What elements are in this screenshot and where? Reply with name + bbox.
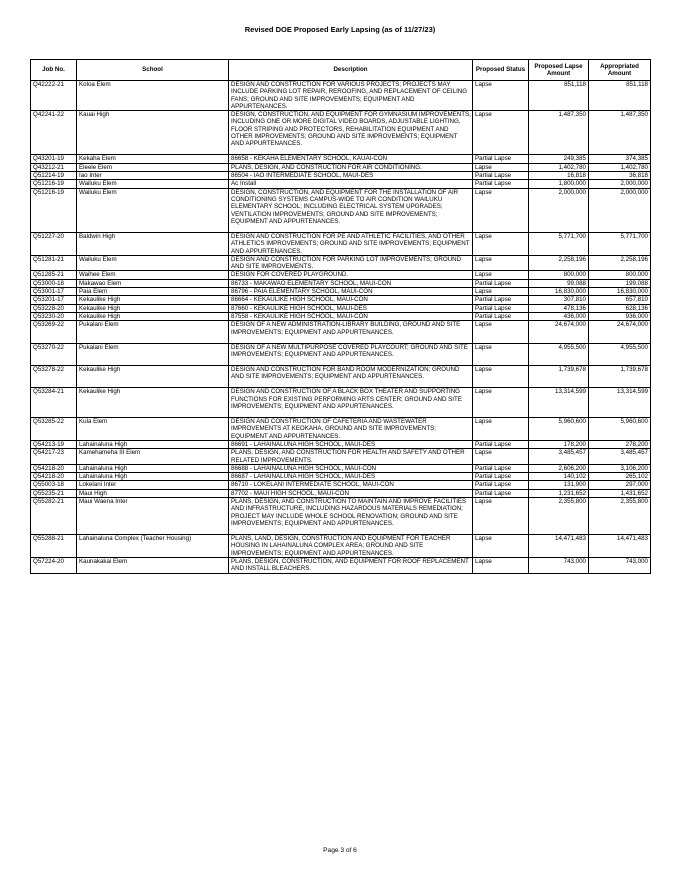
table-row [31, 304, 651, 312]
school-cell: Kaunakakai Elem [77, 557, 229, 573]
status-cell: Lapse [473, 366, 529, 388]
description-cell: 86688 - LAHAINALUNA HIGH SCHOOL, MAUI-CON [229, 464, 473, 472]
status-cell: Lapse [473, 232, 529, 255]
table-row [31, 255, 651, 271]
appropriated-amount-cell: 199,088 [589, 279, 651, 287]
status-cell: Partial Lapse [473, 489, 529, 497]
appropriated-amount-cell: 3,106,200 [589, 464, 651, 472]
table-row [31, 418, 651, 441]
appropriated-amount-cell: 851,118 [589, 81, 651, 111]
job-no-cell: Q51281-21 [31, 255, 77, 271]
school-cell: Waihee Elem [77, 271, 229, 279]
appropriated-amount-cell: 1,431,652 [589, 489, 651, 497]
lapse-amount-cell: 5,771,700 [529, 232, 589, 255]
school-cell: Lahainaluna High [77, 464, 229, 472]
table-row [31, 321, 651, 343]
description-cell: DESIGN OF A NEW ADMINISTRATION-LIBRARY BUILDING, GROUND AND SITE IMPROVEMENTS; EQUIPMENT AND APPURTENANCES. [229, 321, 473, 343]
status-cell: Lapse [473, 535, 529, 558]
lapse-amount-cell: 851,118 [529, 81, 589, 111]
table-row [31, 489, 651, 497]
appropriated-amount-cell: 278,200 [589, 440, 651, 448]
school-cell: Maui High [77, 489, 229, 497]
school-cell: Kauai High [77, 111, 229, 155]
appropriated-amount-cell: 743,000 [589, 557, 651, 573]
status-cell: Lapse [473, 388, 529, 418]
table-row [31, 464, 651, 472]
lapse-amount-cell: 3,485,457 [529, 449, 589, 465]
table-row [31, 81, 651, 111]
status-cell: Lapse [473, 343, 529, 365]
col-header-description: Description [229, 60, 473, 81]
status-cell: Partial Lapse [473, 481, 529, 489]
lapse-amount-cell: 13,314,599 [529, 388, 589, 418]
description-cell: 86796 - PAIA ELEMENTARY SCHOOL, MAUI-CON [229, 288, 473, 296]
lapse-amount-cell: 140,102 [529, 473, 589, 481]
school-cell: Baldwin High [77, 232, 229, 255]
description-cell: DESIGN AND CONSTRUCTION FOR PARKING LOT IMPROVEMENTS; GROUND AND SITE IMPROVEMENTS. [229, 255, 473, 271]
school-cell: Kekaulike High [77, 366, 229, 388]
job-no-cell: Q53285-22 [31, 418, 77, 441]
lapse-amount-cell: 5,960,600 [529, 418, 589, 441]
lapse-amount-cell: 2,000,000 [529, 188, 589, 232]
lapse-amount-cell: 1,402,780 [529, 163, 589, 171]
job-no-cell: Q54218-20 [31, 464, 77, 472]
appropriated-amount-cell: 936,000 [589, 312, 651, 320]
appropriated-amount-cell: 1,402,780 [589, 163, 651, 171]
job-no-cell: Q57224-20 [31, 557, 77, 573]
description-cell: PLANS, DESIGN, AND CONSTRUCTION TO MAINTAIN AND IMPROVE FACILITIES AND INFRASTRUCTURE, INCLUDING HAZARDOUS MATERIALS REMEDIATION; PROJECT MAY INCLUDE WHOLE SCHOOL RENOVATION; GROUND AND SITE IMPROVEMENTS; EQUIPMENT AND APPURTENANCES. [229, 498, 473, 535]
description-cell: DESIGN AND CONSTRUCTION FOR BAND ROOM MODERNIZATION; GROUND AND SITE IMPROVEMENTS; EQUIPMENT AND APPURTENANCES. [229, 366, 473, 388]
table-row [31, 440, 651, 448]
status-cell: Lapse [473, 271, 529, 279]
appropriated-amount-cell: 13,314,599 [589, 388, 651, 418]
description-cell: DESIGN FOR COVERED PLAYGROUND. [229, 271, 473, 279]
status-cell: Lapse [473, 288, 529, 296]
lapse-amount-cell: 2,606,200 [529, 464, 589, 472]
col-header-job-no: Job No. [31, 60, 77, 81]
appropriated-amount-cell: 5,960,600 [589, 418, 651, 441]
table-row [31, 279, 651, 287]
description-cell: DESIGN, CONSTRUCTION, AND EQUIPMENT FOR GYMNASIUM IMPROVEMENTS, INCLUDING ONE OR MORE DIGITAL VIDEO BOARDS, ADJUSTABLE LIGHTING, FLOOR STRIPING AND PROTECTORS, REHABILITATION EQUIPMENT AND OTHER IMPROVEMENTS; GROUND AND SITE IMPROVEMENTS; EQUIPMENT AND APPURTENANCES. [229, 111, 473, 155]
school-cell: Wailuku Elem [77, 180, 229, 188]
lapse-amount-cell: 99,088 [529, 279, 589, 287]
description-cell: 86504 - IAO INTERMEDIATE SCHOOL, MAUI-DES [229, 172, 473, 180]
table-row [31, 366, 651, 388]
school-cell: Lahainaluna Complex (Teacher Housing) [77, 535, 229, 558]
appropriated-amount-cell: 4,955,500 [589, 343, 651, 365]
school-cell: Eleele Elem [77, 163, 229, 171]
job-no-cell: Q54217-23 [31, 449, 77, 465]
table-row [31, 188, 651, 232]
description-cell: 86733 - MAKAWAO ELEMENTARY SCHOOL, MAUI-CON [229, 279, 473, 287]
lapsing-table [30, 59, 651, 574]
lapse-amount-cell: 131,900 [529, 481, 589, 489]
lapse-amount-cell: 1,800,000 [529, 180, 589, 188]
description-cell: 87660 - KEKAULIKE HIGH SCHOOL, MAUI-DES [229, 304, 473, 312]
job-no-cell: Q53001-17 [31, 288, 77, 296]
description-cell: 86658 - KEKAHA ELEMENTARY SCHOOL, KAUAI-CON [229, 155, 473, 163]
school-cell: Wailuku Elem [77, 188, 229, 232]
description-cell: 86687 - LAHAINALUNA HIGH SCHOOL, MAUI-DES [229, 473, 473, 481]
status-cell: Lapse [473, 321, 529, 343]
description-cell: PLANS, DESIGN, AND CONSTRUCTION FOR AIR CONDITIONING. [229, 163, 473, 171]
table-row [31, 111, 651, 155]
lapse-amount-cell: 16,818 [529, 172, 589, 180]
lapse-amount-cell: 478,136 [529, 304, 589, 312]
job-no-cell: Q55235-21 [31, 489, 77, 497]
job-no-cell: Q53278-22 [31, 366, 77, 388]
table-row [31, 180, 651, 188]
job-no-cell: Q53270-22 [31, 343, 77, 365]
appropriated-amount-cell: 265,102 [589, 473, 651, 481]
job-no-cell: Q43201-19 [31, 155, 77, 163]
appropriated-amount-cell: 3,485,457 [589, 449, 651, 465]
status-cell: Lapse [473, 163, 529, 171]
status-cell: Partial Lapse [473, 304, 529, 312]
status-cell: Lapse [473, 498, 529, 535]
job-no-cell: Q53228-20 [31, 304, 77, 312]
job-no-cell: Q55003-18 [31, 481, 77, 489]
table-header [31, 60, 651, 81]
school-cell: Kekaulike High [77, 304, 229, 312]
job-no-cell: Q42241-22 [31, 111, 77, 155]
appropriated-amount-cell: 374,385 [589, 155, 651, 163]
description-cell: PLANS, LAND, DESIGN, CONSTRUCTION AND EQUIPMENT FOR TEACHER HOUSING IN LAHAINALUNA COMPLEX AREA; GROUND AND SITE IMPROVEMENTS; EQUIPMENT AND APPURTENANCES. [229, 535, 473, 558]
description-cell: DESIGN AND CONSTRUCTION FOR VARIOUS PROJECTS; PROJECTS MAY INCLUDE PARKING LOT REPAIR, REROOFING, AND REPLACEMENT OF CEILING FANS; GROUND AND SITE IMPROVEMENTS; EQUIPMENT AND APPURTENANCES. [229, 81, 473, 111]
school-cell: Wailuku Elem [77, 255, 229, 271]
table-row [31, 473, 651, 481]
table-row [31, 481, 651, 489]
job-no-cell: Q51227-20 [31, 232, 77, 255]
table-row [31, 557, 651, 573]
job-no-cell: Q53000-18 [31, 279, 77, 287]
status-cell: Partial Lapse [473, 155, 529, 163]
status-cell: Partial Lapse [473, 473, 529, 481]
appropriated-amount-cell: 297,000 [589, 481, 651, 489]
job-no-cell: Q55282-21 [31, 498, 77, 535]
lapse-amount-cell: 2,258,196 [529, 255, 589, 271]
table-row [31, 271, 651, 279]
status-cell: Lapse [473, 81, 529, 111]
job-no-cell: Q51216-19 [31, 180, 77, 188]
col-header-appropriated-amount: Appropriated Amount [589, 60, 651, 81]
school-cell: Kekaulike High [77, 296, 229, 304]
lapse-amount-cell: 1,739,678 [529, 366, 589, 388]
status-cell: Lapse [473, 255, 529, 271]
job-no-cell: Q42222-21 [31, 81, 77, 111]
appropriated-amount-cell: 2,000,000 [589, 188, 651, 232]
status-cell: Lapse [473, 111, 529, 155]
appropriated-amount-cell: 2,000,000 [589, 180, 651, 188]
job-no-cell: Q53269-22 [31, 321, 77, 343]
lapse-amount-cell: 436,000 [529, 312, 589, 320]
description-cell: 86691 - LAHAINALUNA HIGH SCHOOL, MAUI-DES [229, 440, 473, 448]
lapse-amount-cell: 16,830,000 [529, 288, 589, 296]
description-cell: Ac Install [229, 180, 473, 188]
status-cell: Lapse [473, 418, 529, 441]
job-no-cell: Q53230-20 [31, 312, 77, 320]
table-row [31, 388, 651, 418]
description-cell: 87558 - KEKAULIKE HIGH SCHOOL, MAUI-CON [229, 312, 473, 320]
school-cell: Kula Elem [77, 418, 229, 441]
lapse-amount-cell: 4,955,500 [529, 343, 589, 365]
school-cell: Pukalani Elem [77, 321, 229, 343]
description-cell: 86664 - KEKAULIKE HIGH SCHOOL, MAUI-CON [229, 296, 473, 304]
appropriated-amount-cell: 800,000 [589, 271, 651, 279]
appropriated-amount-cell: 14,471,483 [589, 535, 651, 558]
table-row [31, 343, 651, 365]
job-no-cell: Q54213-19 [31, 440, 77, 448]
appropriated-amount-cell: 2,258,196 [589, 255, 651, 271]
description-cell: DESIGN, CONSTRUCTION, AND EQUIPMENT FOR THE INSTALLATION OF AIR CONDITIONING SYSTEMS CAMPUS-WIDE TO AIR CONDITION WAILUKU ELEMENTARY SCHOOL; INCLUDING ELECTRICAL SYSTEM UPGRADES; VENTILATION IMPROVEMENTS; GROUND AND SITE IMPROVEMENTS; EQUIPMENT AND APPURTENANCES. [229, 188, 473, 232]
col-header-school: School [77, 60, 229, 81]
description-cell: 87702 - MAUI HIGH SCHOOL, MAUI-CON [229, 489, 473, 497]
appropriated-amount-cell: 1,487,350 [589, 111, 651, 155]
status-cell: Partial Lapse [473, 296, 529, 304]
appropriated-amount-cell: 2,355,800 [589, 498, 651, 535]
table-row [31, 288, 651, 296]
description-cell: DESIGN AND CONSTRUCTION FOR PE AND ATHLETIC FACILITIES, AND OTHER ATHLETICS IMPROVEMENTS; GROUND AND SITE IMPROVEMENTS; EQUIPMENT AND APPURTENANCES. [229, 232, 473, 255]
appropriated-amount-cell: 36,818 [589, 172, 651, 180]
table-row [31, 498, 651, 535]
lapse-amount-cell: 249,385 [529, 155, 589, 163]
description-cell: PLANS, DESIGN, AND CONSTRUCTION FOR HEALTH AND SAFETY AND OTHER RELATED IMPROVEMENTS. [229, 449, 473, 465]
school-cell: Maui Waena Inter [77, 498, 229, 535]
appropriated-amount-cell: 628,136 [589, 304, 651, 312]
status-cell: Lapse [473, 557, 529, 573]
school-cell: Kekaha Elem [77, 155, 229, 163]
table-row [31, 535, 651, 558]
lapse-amount-cell: 307,810 [529, 296, 589, 304]
table-row [31, 163, 651, 171]
school-cell: Lokelani Inter [77, 481, 229, 489]
status-cell: Lapse [473, 449, 529, 465]
lapse-amount-cell: 24,674,000 [529, 321, 589, 343]
description-cell: DESIGN AND CONSTRUCTION OF CAFETERIA AND WASTEWATER IMPROVEMENTS AT KEOKAHA, GROUND AND SITE IMPROVEMENTS; EQUIPMENT AND APPURTENANCES. [229, 418, 473, 441]
school-cell: Kekaulike High [77, 388, 229, 418]
table-row [31, 232, 651, 255]
lapse-amount-cell: 2,355,800 [529, 498, 589, 535]
appropriated-amount-cell: 1,739,678 [589, 366, 651, 388]
status-cell: Partial Lapse [473, 464, 529, 472]
description-cell: 86710 - LOKELANI INTERMEDIATE SCHOOL, MAUI-CON [229, 481, 473, 489]
description-cell: PLANS, DESIGN, CONSTRUCTION, AND EQUIPMENT FOR ROOF REPLACEMENT AND INSTALL BLEACHERS. [229, 557, 473, 573]
status-cell: Partial Lapse [473, 279, 529, 287]
job-no-cell: Q55288-21 [31, 535, 77, 558]
col-header-proposed-lapse-amount: Proposed Lapse Amount [529, 60, 589, 81]
status-cell: Partial Lapse [473, 312, 529, 320]
description-cell: DESIGN AND CONSTRUCTION OF A BLACK BOX THEATER AND SUPPORTING FUNCTIONS FOR EXISTING PERFORMING ARTS CENTER; GROUND AND SITE IMPROVEMENTS; EQUIPMENT AND APPURTENANCES. [229, 388, 473, 418]
job-no-cell: Q53284-21 [31, 388, 77, 418]
appropriated-amount-cell: 657,810 [589, 296, 651, 304]
table-body [31, 81, 651, 574]
table-row [31, 296, 651, 304]
lapse-amount-cell: 1,231,652 [529, 489, 589, 497]
document-title: Revised DOE Proposed Early Lapsing (as of 11/27/23) [244, 25, 436, 34]
school-cell: Kekaulike High [77, 312, 229, 320]
job-no-cell: Q51216-19 [31, 188, 77, 232]
school-cell: Paia Elem [77, 288, 229, 296]
school-cell: Pukalani Elem [77, 343, 229, 365]
description-cell: DESIGN OF A NEW MULTIPURPOSE COVERED PLAYCOURT; GROUND AND SITE IMPROVEMENTS; EQUIPMENT AND APPURTENANCES. [229, 343, 473, 365]
lapse-amount-cell: 14,471,483 [529, 535, 589, 558]
appropriated-amount-cell: 5,771,700 [589, 232, 651, 255]
school-cell: Iao Inter [77, 172, 229, 180]
school-cell: Lahainaluna High [77, 440, 229, 448]
appropriated-amount-cell: 16,830,000 [589, 288, 651, 296]
school-cell: Kamehameha III Elem [77, 449, 229, 465]
school-cell: Makawao Elem [77, 279, 229, 287]
status-cell: Partial Lapse [473, 180, 529, 188]
page-number: Page 3 of 6 [323, 847, 357, 854]
status-cell: Partial Lapse [473, 172, 529, 180]
lapse-amount-cell: 800,000 [529, 271, 589, 279]
table-row [31, 449, 651, 465]
lapse-amount-cell: 743,000 [529, 557, 589, 573]
appropriated-amount-cell: 24,674,000 [589, 321, 651, 343]
table-row [31, 172, 651, 180]
job-no-cell: Q53201-17 [31, 296, 77, 304]
job-no-cell: Q51285-21 [31, 271, 77, 279]
lapse-amount-cell: 1,487,350 [529, 111, 589, 155]
table-row [31, 312, 651, 320]
school-cell: Lahainaluna High [77, 473, 229, 481]
job-no-cell: Q51214-19 [31, 172, 77, 180]
col-header-proposed-status: Proposed Status [473, 60, 529, 81]
table-row [31, 155, 651, 163]
school-cell: Koloa Elem [77, 81, 229, 111]
status-cell: Lapse [473, 188, 529, 232]
job-no-cell: Q43212-21 [31, 163, 77, 171]
status-cell: Partial Lapse [473, 440, 529, 448]
job-no-cell: Q54218-20 [31, 473, 77, 481]
lapse-amount-cell: 178,200 [529, 440, 589, 448]
